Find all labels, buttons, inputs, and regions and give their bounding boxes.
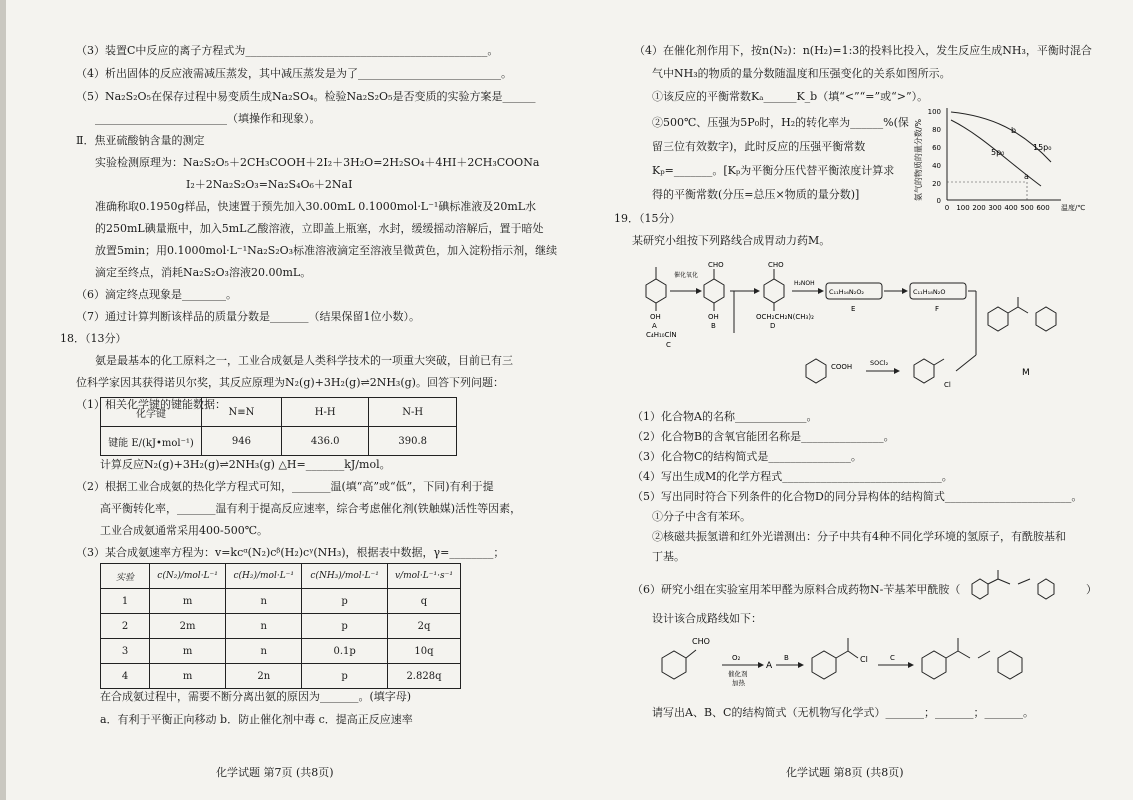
rate-cell: p: [302, 614, 388, 639]
ring-A: [646, 279, 666, 303]
acyl-bond: [934, 359, 944, 365]
ring-acyl: [914, 359, 934, 383]
x-tick: 500: [1020, 204, 1034, 212]
arrowhead: [902, 288, 908, 294]
label-A: A: [652, 322, 657, 330]
side-chain: OCH₂CH₂N(CH₃)₂: [756, 313, 814, 321]
bond: [958, 651, 970, 658]
arrowhead: [818, 288, 824, 294]
o2-label: O₂: [732, 654, 741, 662]
q18-2-line: 高平衡转化率，_______温有利于提高反应速率，综合考虑催化剂(铁触媒)活性等因素，: [100, 502, 522, 515]
rate-cell: 2m: [150, 614, 226, 639]
rate-cell: n: [226, 589, 302, 614]
graph-xlabel: 温度/℃: [1061, 204, 1086, 212]
rate-table: [100, 563, 461, 689]
rate-cell: m: [150, 589, 226, 614]
bond-value: 390.8: [369, 427, 457, 456]
rate-cell: p: [302, 664, 388, 689]
bond-row-label: 键能 E/(kJ•mol⁻¹): [101, 427, 202, 456]
bond: [998, 579, 1010, 584]
label-F: F: [935, 305, 940, 313]
rate-cell: 2: [101, 614, 150, 639]
bond-header: N≡N: [202, 398, 282, 427]
ring: [972, 579, 988, 599]
q18-4-line: 得的平衡常数(分压=总压×物质的量分数)]: [652, 188, 860, 201]
heat-label: 加热: [732, 679, 745, 687]
arrowhead: [696, 288, 702, 294]
label-D: D: [770, 322, 776, 330]
q19-line: （4）写出生成M的化学方程式_____________________________。: [632, 470, 953, 483]
q18-1-calc: 计算反应N₂(g)+3H₂(g)⇌2NH₃(g) △H=_______kJ/mol。: [100, 458, 391, 471]
q18-4-line: 气中NH₃的物质的量分数随温度和压强变化的关系如图所示。: [652, 67, 951, 80]
q17-line: 准确称取0.1950g样品，快速置于预先加入30.00mL 0.1000mol·L⁻¹碘标准液及20mL水: [95, 200, 537, 213]
ring-M1: [988, 307, 1008, 331]
rate-cell: 4: [101, 664, 150, 689]
q19-line: （3）化合物C的结构简式是_______________。: [632, 450, 862, 463]
amide-ring-2: [998, 651, 1022, 679]
curve-label-5p0: 5p₀: [991, 148, 1005, 157]
arrowhead: [754, 288, 760, 294]
equilibrium-graph: [911, 100, 1126, 218]
x-tick: 400: [1004, 204, 1018, 212]
route-B: B: [784, 654, 789, 662]
rate-cell: 2n: [226, 664, 302, 689]
rate-cell: 3: [101, 639, 150, 664]
bond-energy-table: [100, 397, 457, 456]
x-tick: 600: [1036, 204, 1050, 212]
catalyst-label: 催化氧化: [674, 272, 699, 279]
q19-line: （1）化合物A的名称_____________。: [632, 410, 818, 423]
label-B: B: [711, 322, 716, 330]
n-bond: [1018, 307, 1028, 313]
rate-header: c(H₂)/mol·L⁻¹: [226, 564, 302, 589]
q19-line: 丁基。: [652, 550, 685, 563]
cho-label: CHO: [768, 261, 784, 269]
bond: [836, 651, 848, 658]
ring-D: [764, 279, 784, 303]
y-tick: 0: [936, 197, 941, 205]
bond-value: 946: [202, 427, 282, 456]
q17-line: （3）装置C中反应的离子方程式为____________________________________________。: [76, 44, 499, 57]
rate-cell: q: [387, 589, 460, 614]
rate-cell: 2.828q: [387, 664, 460, 689]
q18-2-line: 工业合成氨通常采用400-500℃。: [100, 524, 269, 537]
rate-cell: m: [150, 664, 226, 689]
y-tick: 40: [932, 162, 941, 170]
amide-ring-1: [922, 651, 946, 679]
rate-header: 实验: [101, 564, 150, 589]
x-tick: 0: [944, 204, 950, 212]
rate-cell: 0.1p: [302, 639, 388, 664]
section-title: Ⅱ．焦亚硫酸钠含量的测定: [76, 134, 205, 147]
rate-cell: n: [226, 614, 302, 639]
bond: [1018, 579, 1030, 584]
page-footer: 化学试题 第8页 (共8页): [786, 766, 904, 779]
y-tick: 100: [927, 108, 941, 116]
x-tick: 300: [988, 204, 1002, 212]
amide-bond: [1008, 307, 1018, 313]
q17-line: I₂＋2Na₂S₂O₃=Na₂S₄O₆＋2NaI: [186, 178, 353, 191]
oh-label: OH: [708, 313, 719, 321]
arrowhead: [758, 662, 764, 668]
q18-1-label: （1）相关化学键的键能数据：: [76, 398, 226, 411]
route-C: C: [890, 654, 895, 662]
rate-cell: 1: [101, 589, 150, 614]
rate-cell: m: [150, 639, 226, 664]
rate-header: c(NH₃)/mol·L⁻¹: [302, 564, 388, 589]
benzamide-structure: [966, 568, 1086, 606]
q19-6-line: （6）研究小组在实验室用苯甲醛为原料合成药物N-苄基苯甲酰胺（: [632, 583, 961, 596]
arrowhead: [798, 662, 804, 668]
bond: [848, 651, 858, 658]
ring-acid: [806, 359, 826, 383]
connector: [956, 355, 976, 371]
y-tick: 20: [932, 180, 941, 188]
q18-3-label: （3）某合成氨速率方程为：v=kcᵅ(N₂)cᵝ(H₂)cᵞ(NH₃)，根据表中数据，γ=________；: [76, 546, 505, 559]
synthesis-scheme: [626, 255, 1071, 405]
route-A: A: [766, 661, 773, 671]
ring-B: [704, 279, 724, 303]
q19-line: （5）写出同时符合下列条件的化合物D的同分异构体的结构简式_______________________。: [632, 490, 1083, 503]
label-M: M: [1022, 368, 1030, 378]
cho-label: CHO: [692, 637, 710, 646]
q17-line: （4）析出固体的反应液需减压蒸发，其中减压蒸发是为了__________________________。: [76, 67, 512, 80]
q18-4-line: ①该反应的平衡常数Kₐ______K_b（填“<”“=”或“>”）。: [652, 90, 929, 103]
q17-line: （6）滴定终点现象是________。: [76, 288, 237, 301]
arrowhead: [908, 662, 914, 668]
q18-4-line: 留三位有效数字)，此时反应的压强平衡常数: [652, 140, 866, 153]
q19-6-ask: 请写出A、B、C的结构简式（无机物写化学式）_______；_______；_______。: [652, 706, 1034, 719]
q18-3-options: a．有利于平衡正向移动 b．防止催化剂中毒 c．提高正反应速率: [100, 713, 413, 726]
bond: [686, 650, 696, 658]
socl2-label: SOCl₂: [870, 359, 889, 367]
q17-line: ________________________（填操作和现象）。: [95, 112, 321, 125]
benzoyl-ring: [812, 651, 836, 679]
q19-line: ②核磁共振氢谱和红外光谱测出：分子中共有4种不同化学环境的氢原子，有酰胺基和: [652, 530, 1066, 543]
point-a-label: a: [1024, 172, 1029, 181]
label-E: E: [851, 305, 856, 313]
cond-label: 催化剂: [728, 670, 748, 678]
graph-ylabel: 氨气的物质的量分数/%: [914, 118, 923, 202]
formula-F: C₁₁H₁₈N₂O: [913, 288, 946, 296]
cooh-label: COOH: [831, 363, 853, 371]
q17-line: 滴定至终点，消耗Na₂S₂O₃溶液20.00mL。: [95, 266, 312, 279]
reagent-C: C₄H₁₀ClN: [646, 331, 677, 339]
q19-line: ①分子中含有苯环。: [652, 510, 751, 523]
bond: [946, 651, 958, 658]
q18-intro: 氨是最基本的化工原料之一，工业合成氨是人类科学技术的一项重大突破，目前已有三: [95, 354, 513, 367]
rate-cell: p: [302, 589, 388, 614]
nh2oh-label: H₂NOH: [794, 280, 815, 287]
left-page: [0, 0, 566, 800]
q18-4-line: Kₚ=_______。[Kₚ为平衡分压代替平衡浓度计算求: [652, 164, 895, 177]
q17-line: 的250mL碘量瓶中，加入5mL乙酸溶液，立即盖上瓶塞，水封，缓缓摇动溶解后，置于暗处: [95, 222, 544, 235]
cl-label: Cl: [860, 655, 868, 664]
benzaldehyde-ring: [662, 651, 686, 679]
q17-line: （7）通过计算判断该样品的质量分数是_______（结果保留1位小数）。: [76, 310, 420, 323]
q19-header: 19．（15分）: [614, 212, 681, 225]
x-tick: 200: [972, 204, 986, 212]
bond-header: 化学键: [101, 398, 202, 427]
q17-line: 放置5min；用0.1000mol·L⁻¹Na₂S₂O₃标准溶液滴定至溶液呈微黄色，加入淀粉指示剂，继续: [95, 244, 558, 257]
oh-label: OH: [650, 313, 661, 321]
rate-header: c(N₂)/mol·L⁻¹: [150, 564, 226, 589]
label-C: C: [666, 341, 671, 349]
rate-cell: 10q: [387, 639, 460, 664]
q18-4-line: （4）在催化剂作用下，按n(N₂)：n(H₂)=1:3的投料比投入，发生反应生成NH₃，平衡时混合: [634, 44, 1092, 57]
bond: [978, 651, 990, 658]
y-tick: 60: [932, 144, 941, 152]
rate-header: v/mol·L⁻¹·s⁻¹: [387, 564, 460, 589]
q18-3-after: 在合成氨过程中，需要不断分离出氨的原因为_______。(填字母): [100, 690, 412, 703]
arrowhead: [894, 368, 900, 374]
page-footer: 化学试题 第7页 (共8页): [216, 766, 334, 779]
q18-4-line: ②500℃、压强为5P₀时，H₂的转化率为______%(保: [652, 116, 909, 129]
ring: [1038, 579, 1054, 599]
cho-label: CHO: [708, 261, 724, 269]
q18-2-line: （2）根据工业合成氨的热化学方程式可知，_______温(填“高”或“低”，下同)有利于提: [76, 480, 494, 493]
cl-label: Cl: [944, 381, 951, 389]
q18-header: 18．（13分）: [60, 332, 127, 345]
q19-intro: 某研究小组按下列路线合成胃动力药M。: [632, 234, 831, 247]
q19-line: （2）化合物B的含氧官能团名称是_______________。: [632, 430, 895, 443]
synthesis-route: [652, 628, 1092, 696]
q18-intro: 位科学家因其获得诺贝尔奖，其反应原理为N₂(g)+3H₂(g)⇌2NH₃(g)。回答下列问题：: [76, 376, 504, 389]
bond-value: 436.0: [281, 427, 369, 456]
ring-M2: [1036, 307, 1056, 331]
q17-line: 实验检测原理为：Na₂S₂O₅＋2CH₃COOH＋2I₂＋3H₂O=2H₂SO₄＋4HI＋2CH₃COONa: [95, 156, 540, 169]
rate-cell: 2q: [387, 614, 460, 639]
formula-E: C₁₁H₁₆N₂O₂: [829, 288, 865, 296]
y-tick: 80: [932, 126, 941, 134]
right-page: [566, 0, 1133, 800]
curve-label-15p0: 15p₀: [1033, 143, 1052, 152]
bond-header: N-H: [369, 398, 457, 427]
q19-6-design: 设计该合成路线如下：: [652, 612, 762, 625]
rate-cell: n: [226, 639, 302, 664]
bond-header: H-H: [281, 398, 369, 427]
point-b-label: b: [1011, 126, 1017, 135]
x-tick: 100: [956, 204, 970, 212]
q19-6-close: ）: [1086, 583, 1097, 596]
bond: [988, 579, 998, 584]
q17-line: （5）Na₂S₂O₅在保存过程中易变质生成Na₂SO₄。检验Na₂S₂O₅是否变质的实验方案是______: [76, 90, 536, 103]
